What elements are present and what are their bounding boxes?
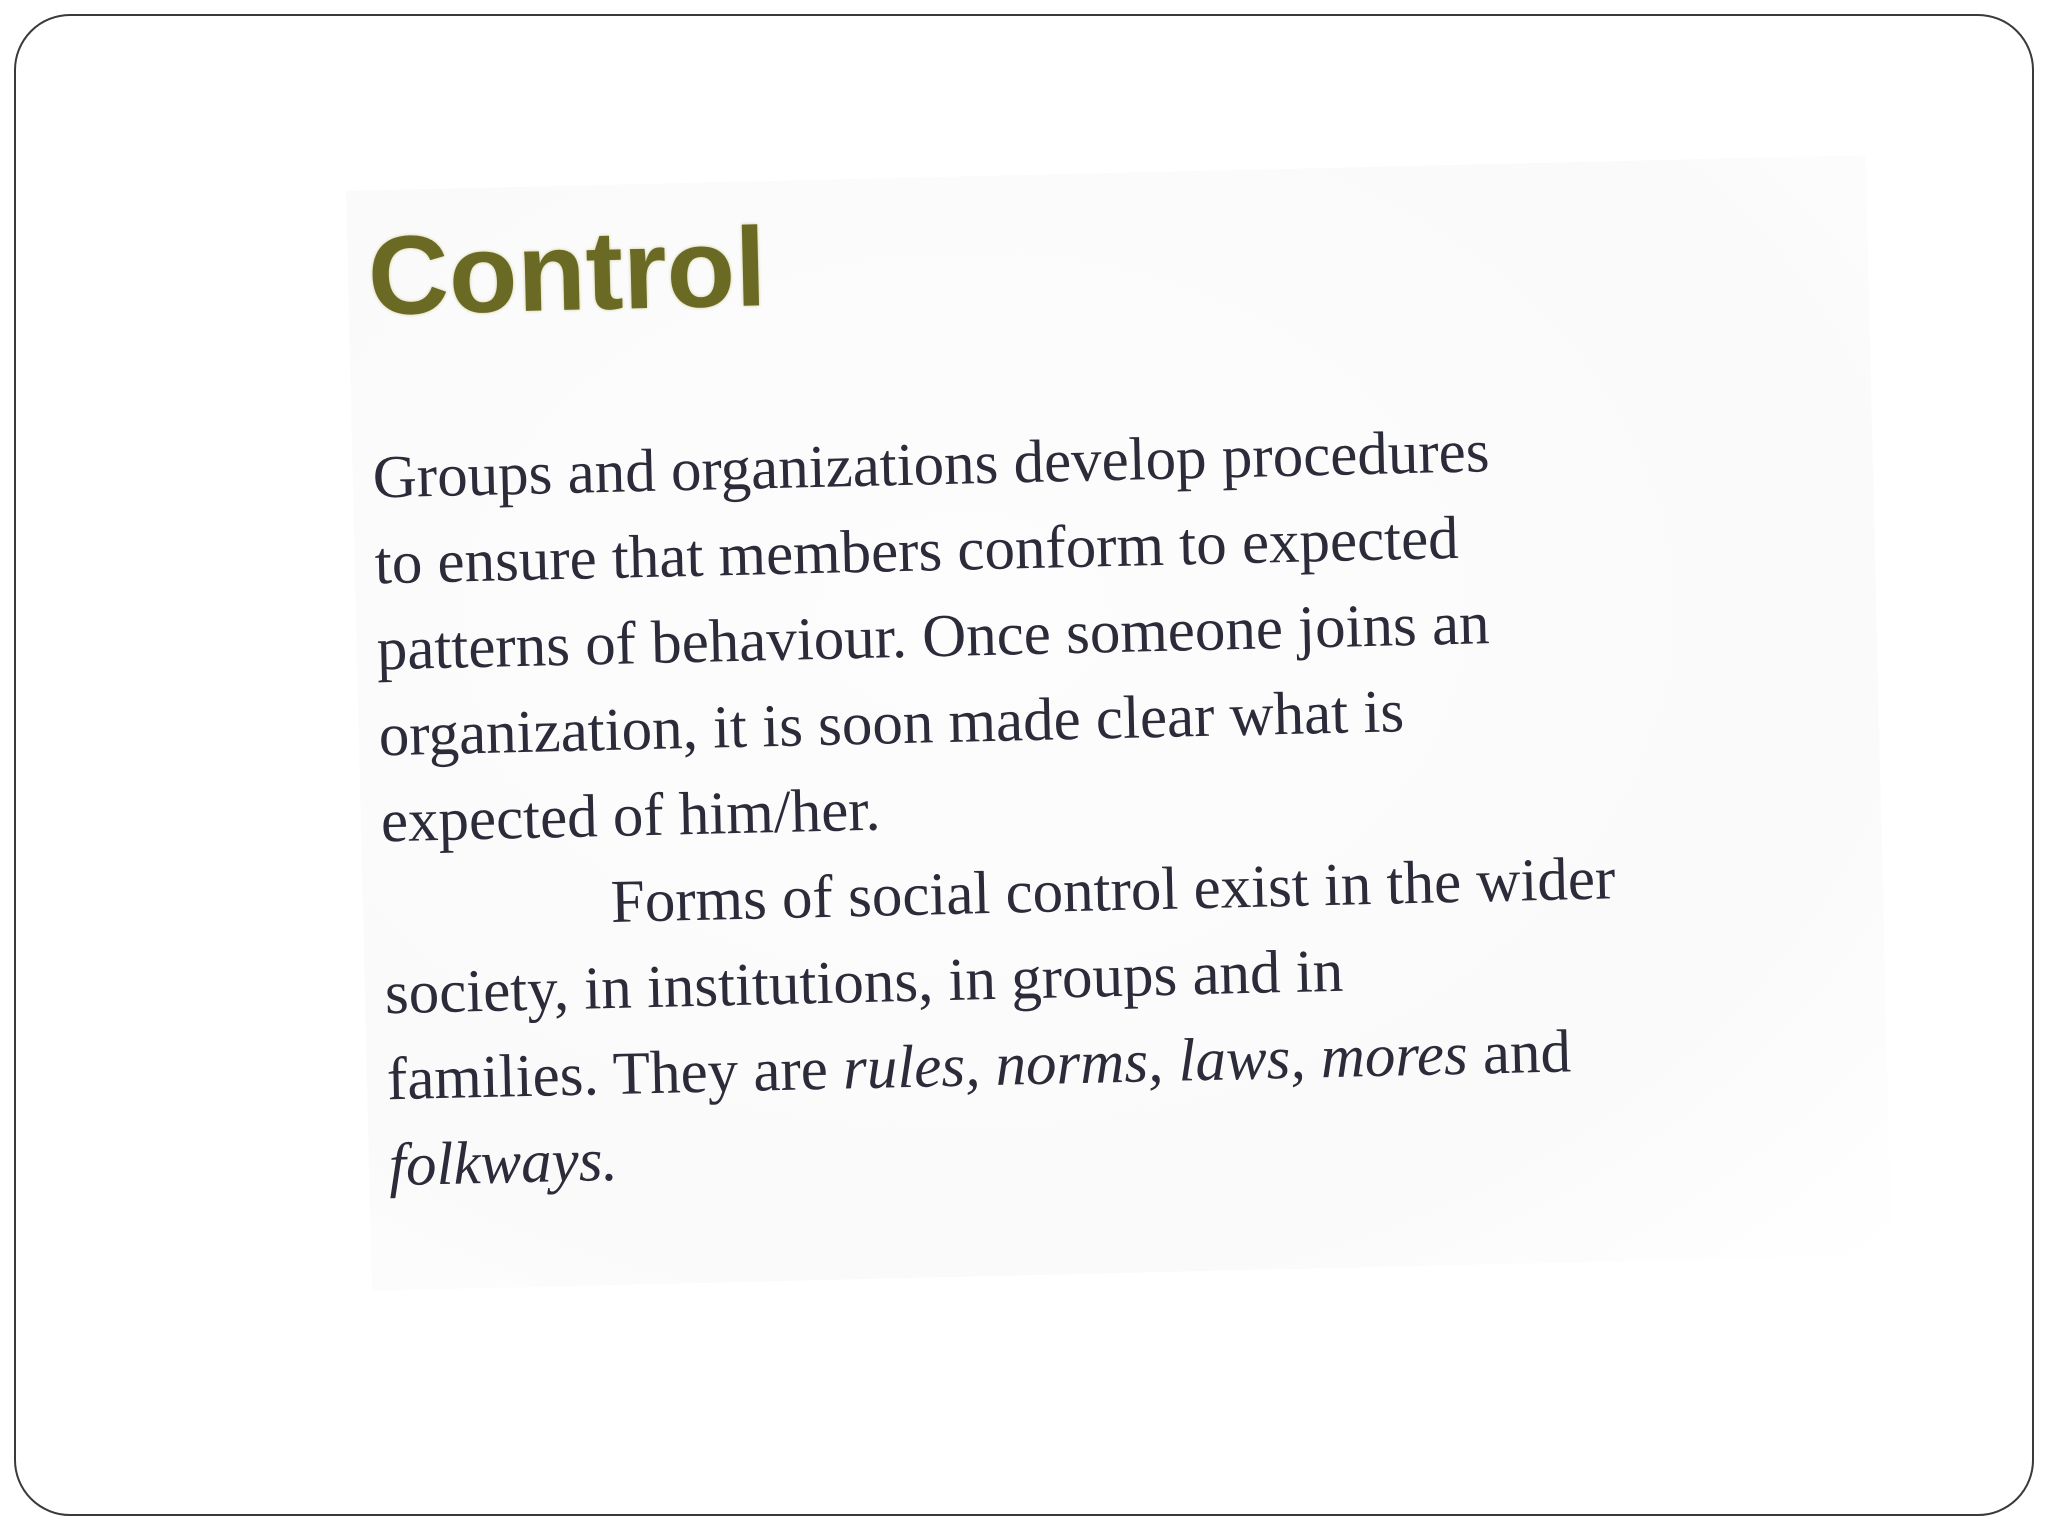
paragraph-1-line: to ensure that members conform to expected [374, 504, 1460, 598]
paragraph-indent [383, 922, 611, 927]
body-text [372, 400, 1910, 1210]
scanned-text-image [346, 155, 1891, 1291]
paragraph-1 [372, 400, 1902, 866]
slide-title: Control [366, 204, 768, 339]
paragraph-2-line: society, in institutions, in groups and in [384, 937, 1344, 1028]
paragraph-2 [382, 830, 1910, 1210]
paragraph-1-line: organization, it is soon made clear what is [378, 678, 1405, 770]
italic-term-folkways: folkways. [388, 1126, 619, 1200]
italic-terms: rules, norms, laws, mores [842, 1020, 1469, 1103]
slide-frame [14, 14, 2034, 1516]
paragraph-2-line-lead: families. They are [386, 1035, 844, 1114]
paragraph-1-line: expected of him/her. [380, 776, 882, 856]
paragraph-1-line: patterns of behaviour. Once someone joins an [376, 590, 1491, 684]
paragraph-1-line: Groups and organizations develop procedures [371, 418, 1491, 512]
paragraph-2-line-tail: and [1466, 1018, 1572, 1088]
paragraph-2-line: Forms of social control exist in the wider [610, 845, 1616, 936]
